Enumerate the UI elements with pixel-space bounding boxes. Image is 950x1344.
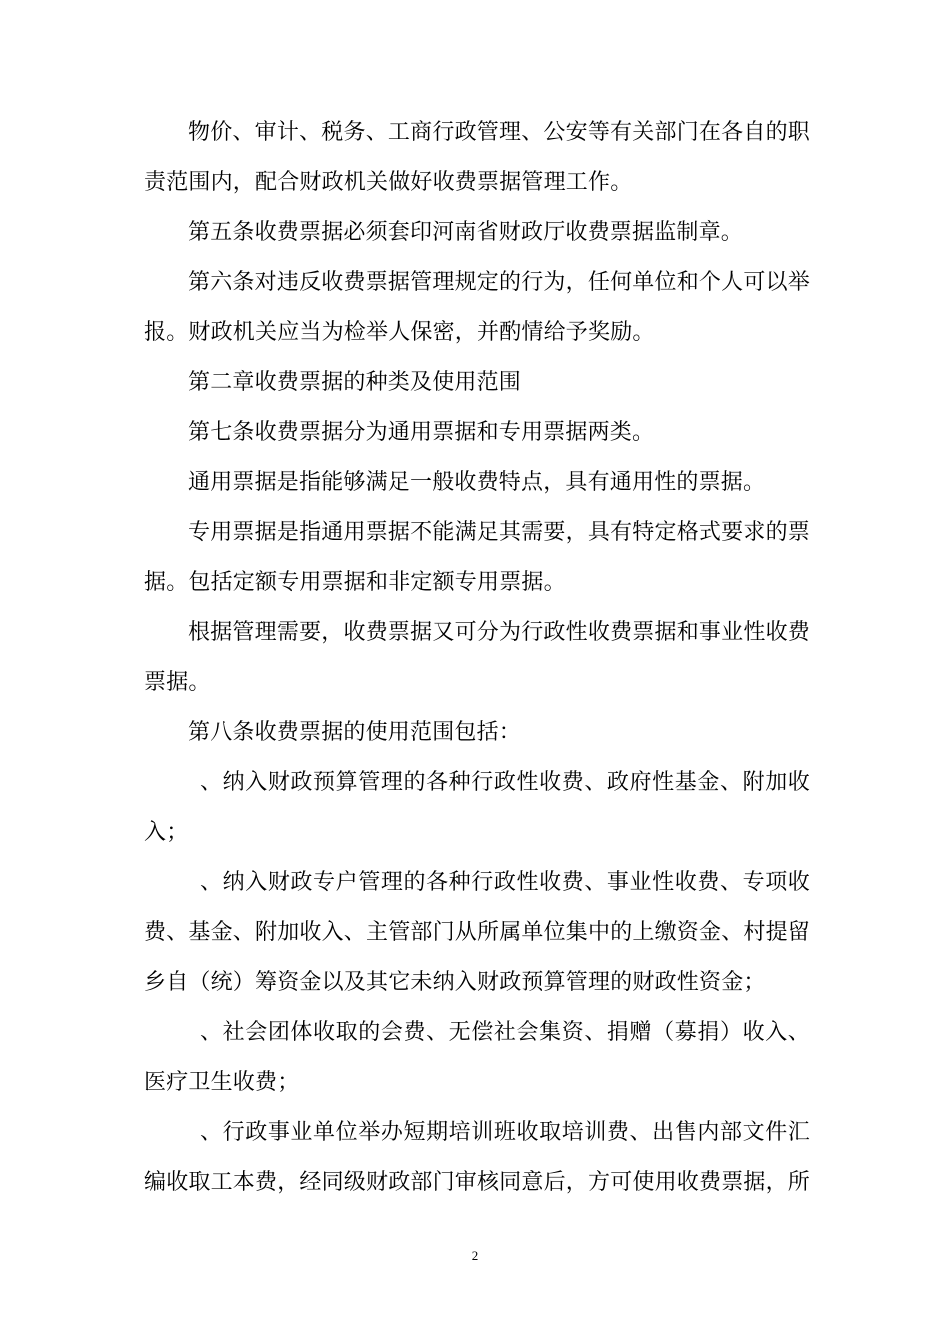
document-body [144, 108, 810, 1208]
list-item-budget-management: 、纳入财政预算管理的各种行政性收费、政府性基金、附加收入； [144, 770, 810, 845]
paragraph-article-7: 第七条收费票据分为通用票据和专用票据两类。 [188, 420, 655, 445]
list-item-special-account: 、纳入财政专户管理的各种行政性收费、事业性收费、专项收费、基金、附加收入、主管部门从所属单位集中的上缴资金、村提留乡自（统）筹资金以及其它未纳入财政预算管理的财政性资金； [144, 870, 811, 995]
paragraph-related-departments: 物价、审计、税务、工商行政管理、公安等有关部门在各自的职责范围内，配合财政机关做好收费票据管理工作。 [144, 120, 810, 195]
paragraph-receipt-classification: 根据管理需要，收费票据又可分为行政性收费票据和事业性收费票据。 [144, 620, 810, 695]
chapter-2-heading: 第二章收费票据的种类及使用范围 [188, 370, 522, 395]
paragraph-article-6: 第六条对违反收费票据管理规定的行为，任何单位和个人可以举报。财政机关应当为检举人保密，并酌情给予奖励。 [144, 270, 810, 345]
list-item-training-fees: 、行政事业单位举办短期培训班收取培训费、出售内部文件汇编收取工本费，经同级财政部门审核同意后，方可使用收费票据，所 [144, 1120, 811, 1195]
page-number: 2 [471, 1248, 479, 1263]
list-item-social-organizations: 、社会团体收取的会费、无偿社会集资、捐赠（募捐）收入、医疗卫生收费； [144, 1020, 810, 1095]
paragraph-article-8: 第八条收费票据的使用范围包括： [188, 720, 522, 745]
paragraph-general-receipts: 通用票据是指能够满足一般收费特点，具有通用性的票据。 [188, 470, 766, 495]
paragraph-special-receipts: 专用票据是指通用票据不能满足其需要，具有特定格式要求的票据。包括定额专用票据和非定额专用票据。 [144, 520, 810, 595]
paragraph-article-5: 第五条收费票据必须套印河南省财政厅收费票据监制章。 [188, 220, 744, 245]
